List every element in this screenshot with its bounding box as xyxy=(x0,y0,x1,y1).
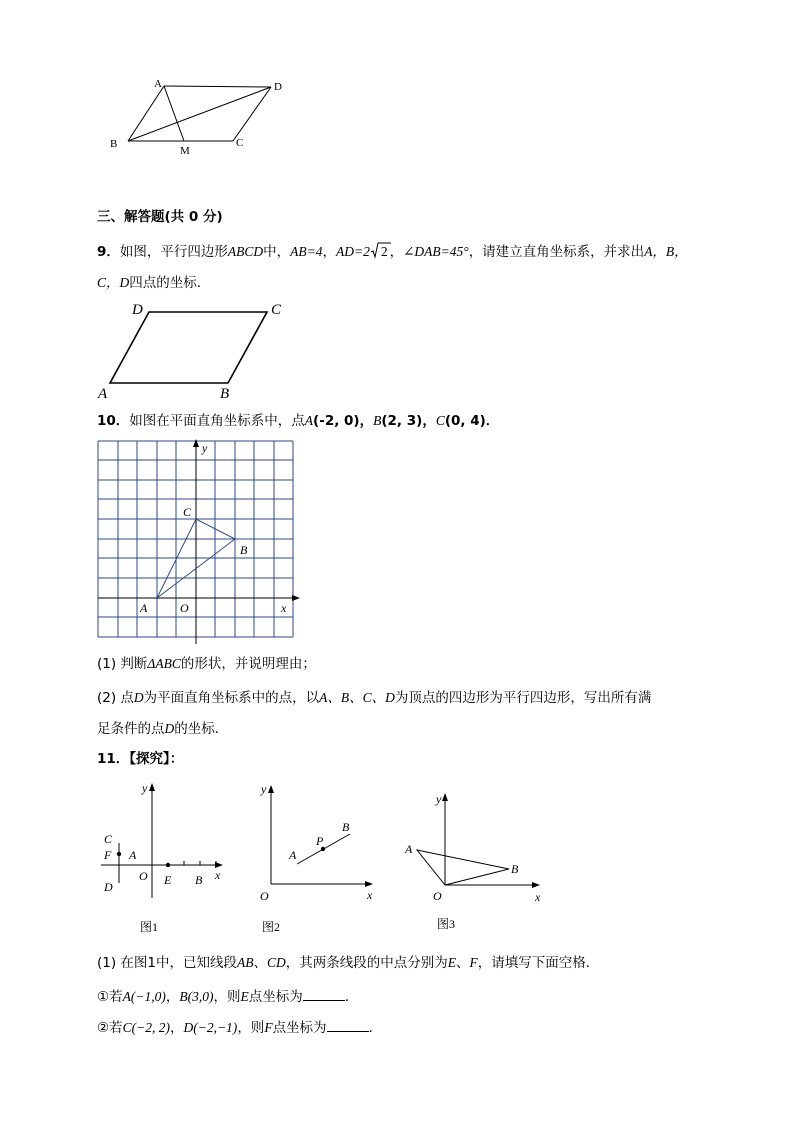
y-label: y xyxy=(436,792,442,806)
y-axis-label: y xyxy=(202,441,208,455)
figure-3 xyxy=(398,778,548,938)
q9-line1 xyxy=(97,245,688,260)
y-label: y xyxy=(142,781,148,795)
caption-fig3: 图3 xyxy=(437,917,456,931)
q11-sub1-sep2: 、 xyxy=(456,955,470,971)
edge-dc xyxy=(233,87,271,141)
q11-item1-e: E xyxy=(240,989,249,1004)
q9-sep2: ， xyxy=(389,244,404,260)
q11-item1-a: A(−1,0) xyxy=(122,989,166,1004)
figure-1 xyxy=(96,778,236,938)
figure-coordinate-grid xyxy=(94,436,304,646)
q11-item1-marker: ①若 xyxy=(97,989,123,1005)
q9-line2-pts: C，D xyxy=(97,275,130,290)
q10-sub2-line2-pre: 足条件的点 xyxy=(97,721,165,737)
q9-sqrt-arg: 2 xyxy=(380,244,388,259)
figure-parallelogram-q9 xyxy=(95,296,295,402)
q10-sub2-mid2: 为顶点的四边形为平行四边形，写出所有满 xyxy=(394,690,652,706)
q10-sub2-pts: A、B、C、D xyxy=(319,690,395,705)
figure-parallelogram-abcd-m xyxy=(100,70,300,160)
o-label: O xyxy=(433,889,442,903)
q9-text-3: ，请建立直角坐标系，并求出 xyxy=(468,244,645,260)
a-label: A xyxy=(129,848,137,862)
q10-sub2-line2 xyxy=(97,722,228,737)
label-c: C xyxy=(236,137,244,149)
caption-fig1: 图1 xyxy=(140,920,159,934)
q9-text-2: 中， xyxy=(263,244,291,260)
q11-title-line xyxy=(97,753,183,767)
label-a: A xyxy=(98,386,108,402)
e-label: E xyxy=(164,873,172,887)
p-label: P xyxy=(316,834,324,848)
q10-b-name: B xyxy=(373,413,382,428)
q9-ad: AD=2 xyxy=(336,244,370,259)
q9-number: 9． xyxy=(97,244,120,260)
point-b-label: B xyxy=(240,543,248,557)
x-axis-arrow xyxy=(292,595,300,601)
q11-item2-mid: ，则 xyxy=(237,1020,265,1036)
b-label: B xyxy=(342,820,350,834)
q11-sub1-f: F xyxy=(469,955,478,970)
y-axis-arrow xyxy=(268,785,274,793)
q9-ab: AB=4 xyxy=(290,244,323,259)
q10-text: 如图在平面直角坐标系中，点 xyxy=(129,413,305,429)
q10-sub2-line1 xyxy=(97,691,651,706)
label-a: A xyxy=(154,78,162,90)
q11-item1-end: ． xyxy=(344,989,359,1005)
q10-a-name: A xyxy=(304,413,314,428)
q11-item2-sep: ， xyxy=(169,1020,184,1036)
q10-number: 10． xyxy=(97,413,130,429)
y-axis-arrow xyxy=(193,439,199,447)
segment-am xyxy=(164,86,184,141)
q9-sep1: ， xyxy=(322,244,337,260)
b-label: B xyxy=(511,862,519,876)
q11-item1-suffix: 点坐标为 xyxy=(248,989,303,1005)
y-axis-arrow xyxy=(149,783,155,791)
label-m: M xyxy=(180,145,190,157)
q10-sub2-prefix: (2) 点 xyxy=(97,690,134,706)
sqrt-sign xyxy=(371,242,391,259)
edge-ab xyxy=(128,86,164,141)
q10-sub1 xyxy=(97,657,316,672)
q11-item2-end: ． xyxy=(368,1020,383,1036)
q11-item2-d: D(−2,−1) xyxy=(183,1020,238,1035)
q10-c-coord: (0, 4)． xyxy=(444,413,500,429)
q11-item2-c: C(−2, 2) xyxy=(122,1020,170,1035)
q9-pts-1: A，B， xyxy=(644,244,688,259)
x-axis-arrow xyxy=(532,882,540,888)
x-axis-arrow xyxy=(365,881,373,887)
q11-title: 【探究】： xyxy=(129,751,184,767)
q11-item1-sep: ， xyxy=(165,989,180,1005)
q11-sub1-suffix: ，请填写下面空格． xyxy=(477,955,600,971)
caption-fig2: 图2 xyxy=(262,920,281,934)
q11-item1 xyxy=(97,988,358,1005)
q9-line2 xyxy=(97,276,210,291)
q10-sub1-tri: ΔABC xyxy=(147,656,181,671)
q9-text-1: 如图，平行四边形 xyxy=(119,244,228,260)
q9-line2-text: 四点的坐标． xyxy=(129,275,211,291)
point-e xyxy=(166,863,170,867)
edge-ad xyxy=(164,86,271,87)
x-label: x xyxy=(215,868,221,882)
q11-sub1-sep: 、 xyxy=(253,955,268,971)
q11-item2-f: F xyxy=(264,1020,273,1035)
answer-blank-f[interactable] xyxy=(327,1019,369,1032)
section-title: 三、解答题(共 0 分) xyxy=(97,209,223,225)
q10-b-coord: (2, 3)， xyxy=(381,413,436,429)
q11-number: 11． xyxy=(97,751,130,767)
q10-sub1-prefix: (1) 判断 xyxy=(97,656,148,672)
o-label: O xyxy=(260,889,269,903)
q11-sub1-mid2: ，其两条线段的中点分别为 xyxy=(285,955,448,971)
q11-sub1 xyxy=(97,956,599,971)
q9-sqrt xyxy=(371,245,390,260)
y-label: y xyxy=(261,782,267,796)
triangle-oab xyxy=(417,850,509,885)
label-c: C xyxy=(271,302,282,318)
point-c-label: C xyxy=(183,505,192,519)
parallelogram-q9 xyxy=(110,312,267,383)
b-label: B xyxy=(195,873,203,887)
point-a-label: A xyxy=(140,601,148,615)
q10-line1 xyxy=(97,414,499,429)
x-axis-label: x xyxy=(281,601,287,615)
q11-sub1-e: E xyxy=(447,955,457,970)
c-label: C xyxy=(104,832,113,846)
d-label: D xyxy=(104,880,113,894)
q10-sub2-line2-d: D xyxy=(164,721,175,736)
y-axis-arrow xyxy=(442,793,448,801)
answer-blank-e[interactable] xyxy=(303,988,345,1001)
origin-label: O xyxy=(180,601,189,615)
q11-item1-b: B(3,0) xyxy=(179,989,214,1004)
point-f xyxy=(117,852,121,856)
q10-sub2-line2-suf: 的坐标． xyxy=(174,721,229,737)
q11-item1-mid: ，则 xyxy=(213,989,241,1005)
o-label: O xyxy=(139,869,148,883)
label-b: B xyxy=(220,386,230,402)
q9-angle: ∠DAB=45° xyxy=(403,244,469,259)
label-d: D xyxy=(274,81,282,93)
q11-item2-suffix: 点坐标为 xyxy=(272,1020,327,1036)
q10-sub2-mid1: 为平面直角坐标系中的点，以 xyxy=(143,690,320,706)
label-d: D xyxy=(132,302,143,318)
figure-2 xyxy=(252,778,392,938)
q10-sub2-d: D xyxy=(133,690,144,705)
f-label: F xyxy=(104,848,112,862)
a-label: A xyxy=(289,848,297,862)
q10-c-name: C xyxy=(435,413,445,428)
q11-sub1-seg1: AB xyxy=(237,955,254,970)
q11-sub1-prefix: (1) 在图 xyxy=(97,955,148,971)
q10-sub1-suffix: 的形状，并说明理由； xyxy=(180,656,316,672)
diagonal-bd xyxy=(128,87,271,141)
q11-sub1-seg2: CD xyxy=(267,955,286,970)
axes xyxy=(98,439,300,644)
q10-a-coord: (-2, 0)， xyxy=(313,413,374,429)
q11-sub1-fig: 1 xyxy=(147,955,157,971)
x-label: x xyxy=(535,890,541,904)
q9-name: ABCD xyxy=(227,244,264,259)
q11-item2-marker: ②若 xyxy=(97,1020,123,1036)
x-label: x xyxy=(367,888,373,902)
q11-sub1-mid1: 中，已知线段 xyxy=(156,955,238,971)
a-label: A xyxy=(405,842,413,856)
q11-item2 xyxy=(97,1019,382,1036)
label-b: B xyxy=(110,138,118,150)
